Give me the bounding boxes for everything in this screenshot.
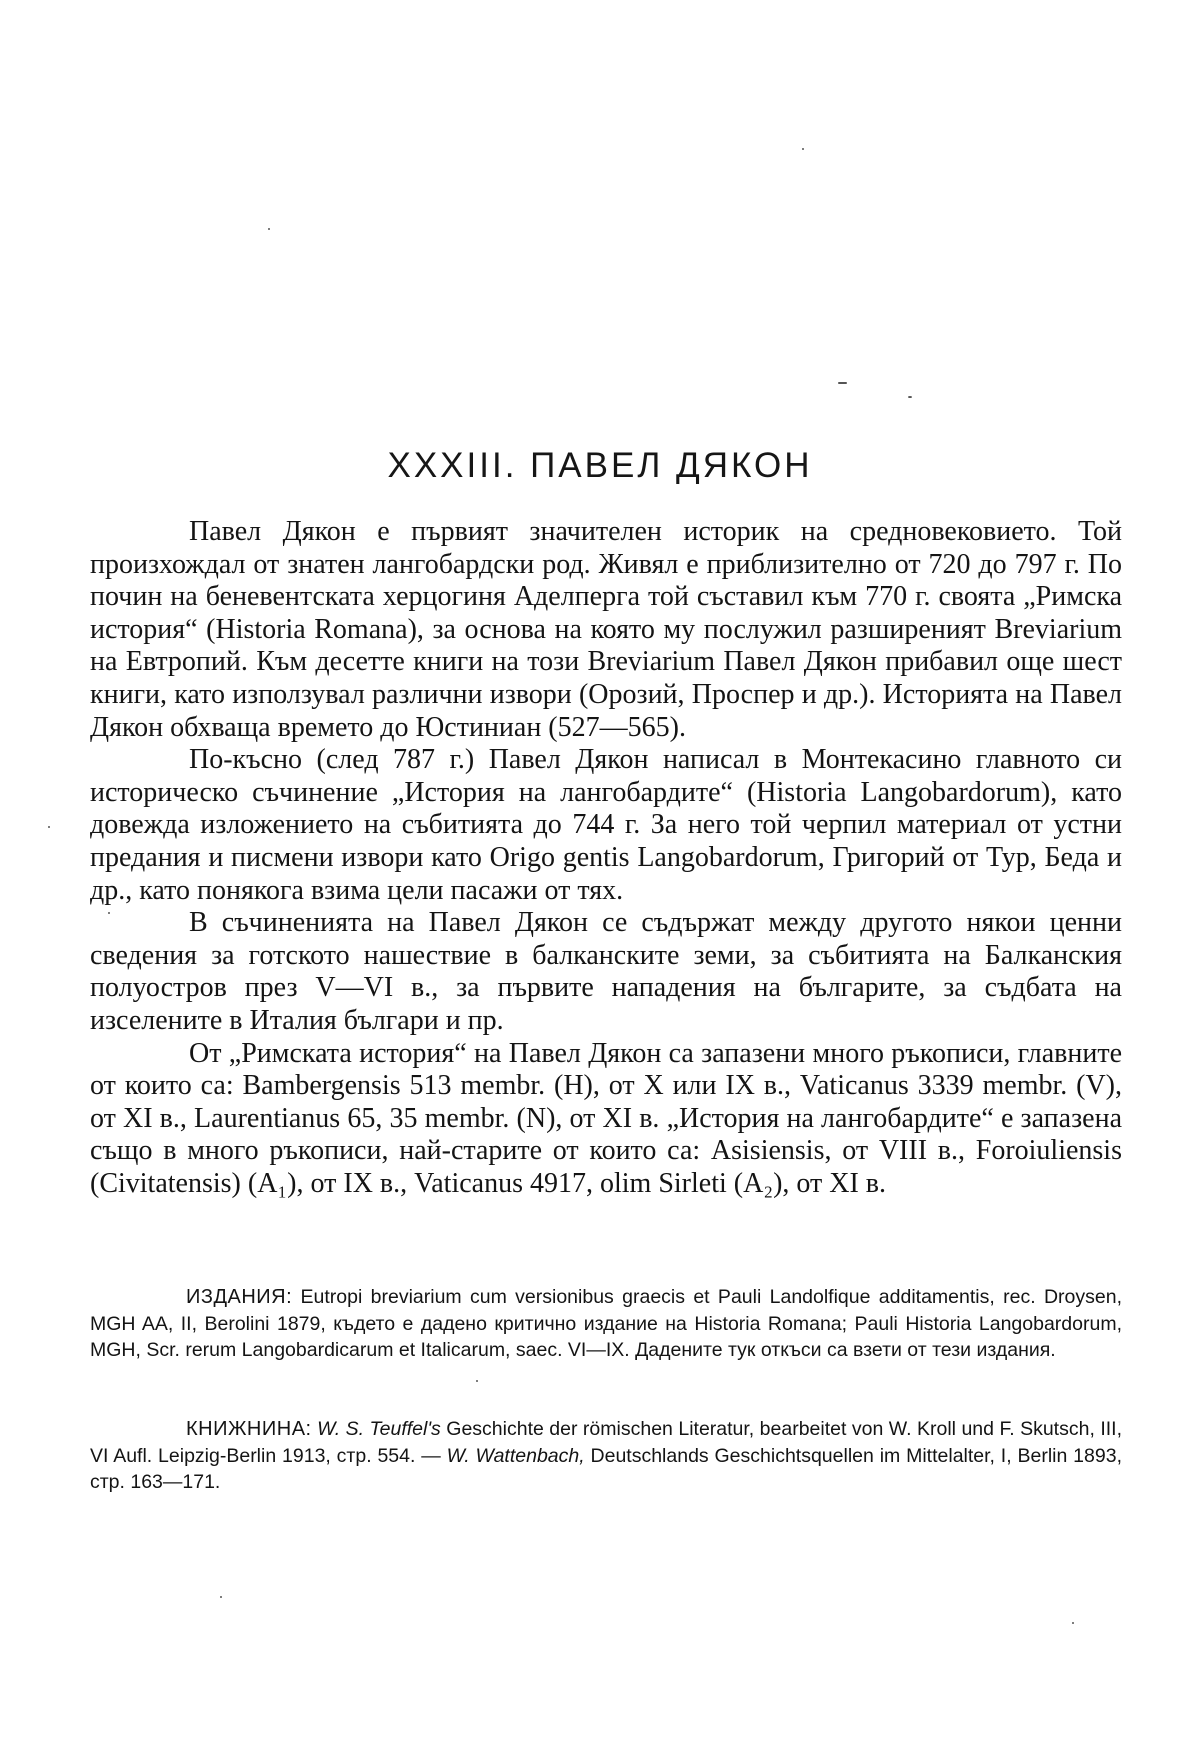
editions-text: Eutropi breviarium cum versionibus graecis et Pauli Landolfique additamentis, rec. Droysen, MGH AA, II, Berolini 1879, където е дадено критично издание на Historia Romana; Pauli Historia Langobardorum, MGH, Scr. rerum Langobardicarum et Italicarum, saec. VI—IX. Дадените тук откъси са взети от тези издания. (90, 1286, 1122, 1361)
scan-speck (108, 912, 110, 914)
literature-note (90, 1416, 1122, 1496)
literature-label: КНИЖНИНА: (186, 1418, 312, 1440)
paragraph-manuscripts: От „Римската история“ на Павел Дякон са запазени много ръкописи, главните от които са: Bambergensis 513 membr. (H), от X или IX в., Vaticanus 3339 membr. (V), от XI в., Laurentianus 65, 35 membr. (N), от XI в. „История на лангобардите“ е запазена също в много ръкописи, най-старите от които са: Asisiensis, от VIII в., Foroiuliensis (Civitatensis) (A₁), от IX в., Vaticanus 4917, olim Sirleti (A₂), от XI в. (90, 1037, 1122, 1199)
literature-text-wattenbach: Deutschlands Geschichtsquellen im Mittelalter, I, Berlin 1893, стр. 163—171. (90, 1444, 1122, 1493)
scan-speck (268, 228, 270, 230)
scan-speck (908, 396, 912, 398)
paragraph-intro: Павел Дякон е първият значителен историк на средновековието. Той произхождал от знатен лангобардски род. Живял е приблизително от 720 до 797 г. По почин на беневентската херцогиня Аделперга той съставил към 770 г. своята „Римска история“ (Historia Romana), за основа на която му послужил разширеният Breviarium на Евтропий. Към десетте книги на този Breviarium Павел Дякон прибавил още шест книги, като използувал различни извори (Орозий, Проспер и др.). Историята на Павел Дякон обхваща времето до Юстиниан (527—565). (90, 516, 1122, 743)
editions-note (90, 1284, 1122, 1364)
body-text (90, 516, 1122, 1200)
literature-text-teuffel: Geschichte der römischen Literatur, bearbeitet von W. Kroll und F. Skutsch, III, VI Aufl. Leipzig-Berlin 1913, стр. 554. — (90, 1418, 1122, 1467)
literature-author-wattenbach: W. Wattenbach, (446, 1444, 585, 1467)
editions-label: ИЗДАНИЯ: (186, 1286, 293, 1308)
scan-speck (476, 1380, 478, 1382)
scan-speck (838, 382, 847, 384)
scan-speck (220, 1596, 222, 1598)
chapter-title: XXXIII. ПАВЕЛ ДЯКОН (387, 446, 813, 485)
scan-speck (48, 826, 50, 828)
scan-speck (1072, 1622, 1074, 1624)
scan-speck (802, 148, 804, 150)
literature-author-teuffel: W. S. Teuffel's (317, 1418, 441, 1440)
paragraph-balkan-information: В съчиненията на Павел Дякон се съдържат между другото някои ценни сведения за готското нашествие в балканските земи, за събитията на Балканския полуостров през V—VI в., за първите нападения на българите, за съдбата на изселените в Италия българи и пр. (90, 907, 1122, 1036)
paragraph-langobard-history: По-късно (след 787 г.) Павел Дякон написал в Монтекасино главното си историческо съчинение „История на лангобардите“ (Historia Langobardorum), като довежда изложението на събитията до 744 г. За него той черпил материал от устни предания и писмени извори като Origo gentis Langobardorum, Григорий от Тур, Беда и др., като понякога взима цели пасажи от тях. (90, 744, 1122, 906)
